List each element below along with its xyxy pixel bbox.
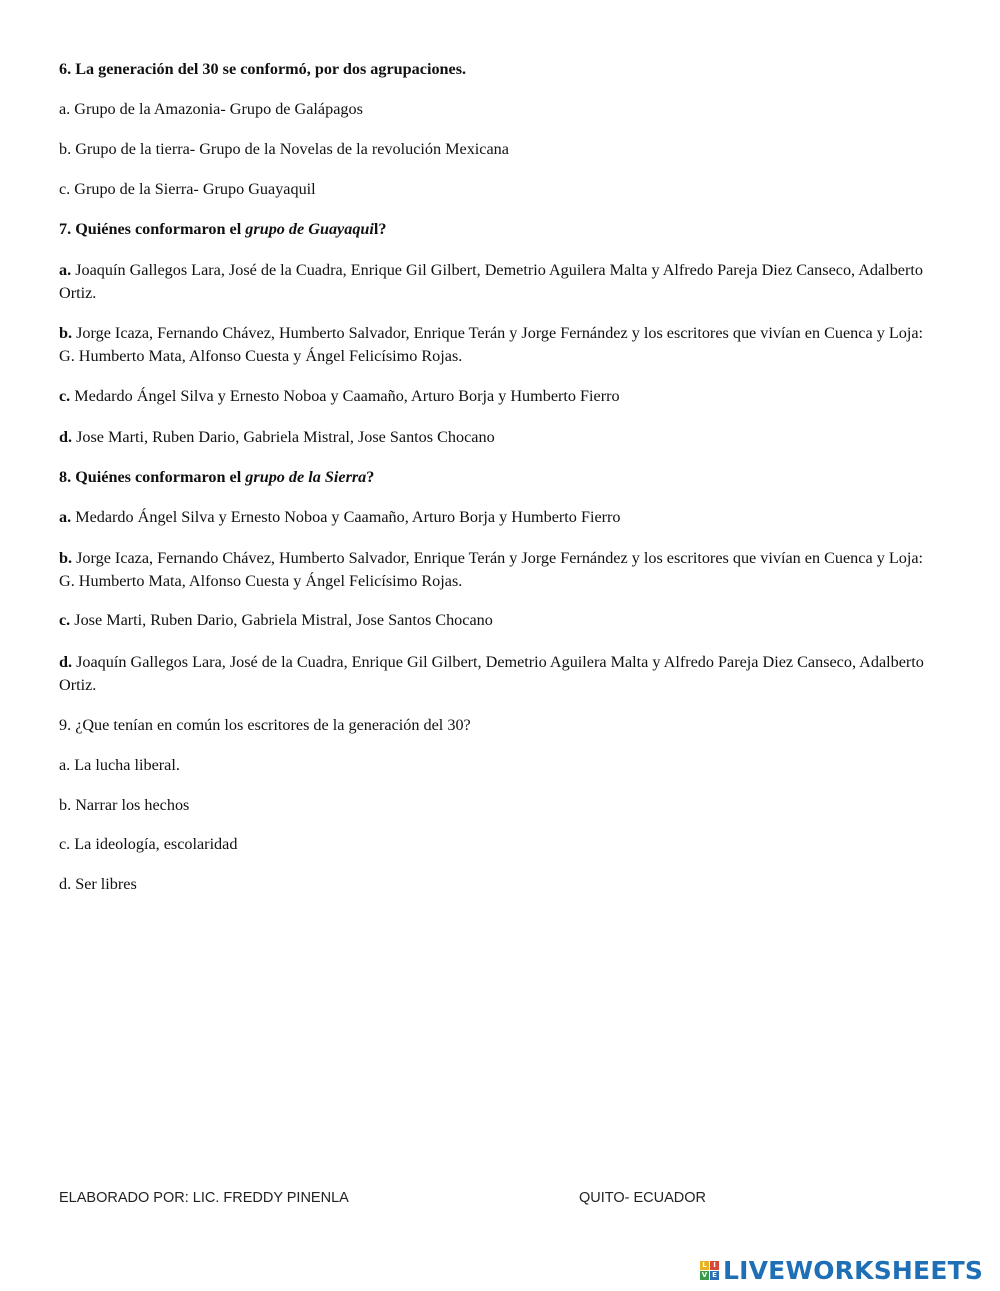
question-7-option-b: b. Jorge Icaza, Fernando Chávez, Humberto Salvador, Enrique Terán y Jorge Fernández y los escritores que vivían en Cuenca y Loja: G. Humberto Mata, Alfonso Cuesta y Ángel Felicísimo Rojas.	[59, 324, 923, 365]
question-6-option-a: a. Grupo de la Amazonia- Grupo de Galápagos	[59, 100, 363, 118]
logo-cubes-icon: L I V E	[700, 1261, 719, 1280]
question-8-option-c: c. Jose Marti, Ruben Dario, Gabriela Mistral, Jose Santos Chocano	[59, 611, 493, 629]
question-9-option-d: d. Ser libres	[59, 875, 137, 893]
question-8-title: 8. Quiénes conformaron el grupo de la Sierra?	[59, 468, 375, 486]
question-7-option-d: d. Jose Marti, Ruben Dario, Gabriela Mistral, Jose Santos Chocano	[59, 428, 495, 446]
question-7-option-c: c. Medardo Ángel Silva y Ernesto Noboa y Caamaño, Arturo Borja y Humberto Fierro	[59, 387, 620, 405]
question-8-option-b: b. Jorge Icaza, Fernando Chávez, Humberto Salvador, Enrique Terán y Jorge Fernández y los escritores que vivían en Cuenca y Loja: G. Humberto Mata, Alfonso Cuesta y Ángel Felicísimo Rojas.	[59, 549, 923, 590]
question-6-option-c: c. Grupo de la Sierra- Grupo Guayaquil	[59, 180, 316, 198]
logo-text: LIVEWORKSHEETS	[723, 1255, 984, 1285]
footer-location: QUITO- ECUADOR	[579, 1190, 707, 1206]
question-7-option-a: a. Joaquín Gallegos Lara, José de la Cuadra, Enrique Gil Gilbert, Demetrio Aguilera Malta y Alfredo Pareja Diez Canseco, Adalberto Ortiz.	[59, 261, 923, 302]
question-7-title: 7. Quiénes conformaron el grupo de Guayaquil?	[59, 220, 387, 238]
liveworksheets-logo	[700, 1256, 983, 1284]
question-9-option-c: c. La ideología, escolaridad	[59, 835, 238, 853]
question-6-option-b: b. Grupo de la tierra- Grupo de la Novelas de la revolución Mexicana	[59, 140, 509, 158]
question-9-option-a: a. La lucha liberal.	[59, 756, 180, 774]
footer-author: ELABORADO POR: LIC. FREDDY PINENLA	[59, 1190, 349, 1206]
question-9-option-b: b. Narrar los hechos	[59, 796, 190, 814]
question-9-title: 9. ¿Que tenían en común los escritores de la generación del 30?	[59, 716, 471, 734]
question-6-title: 6. La generación del 30 se conformó, por dos agrupaciones.	[59, 60, 467, 78]
question-8-option-d: d. Joaquín Gallegos Lara, José de la Cuadra, Enrique Gil Gilbert, Demetrio Aguilera Malta y Alfredo Pareja Diez Canseco, Adalberto Ortiz.	[59, 653, 924, 694]
question-8-option-a: a. Medardo Ángel Silva y Ernesto Noboa y Caamaño, Arturo Borja y Humberto Fierro	[59, 508, 621, 526]
